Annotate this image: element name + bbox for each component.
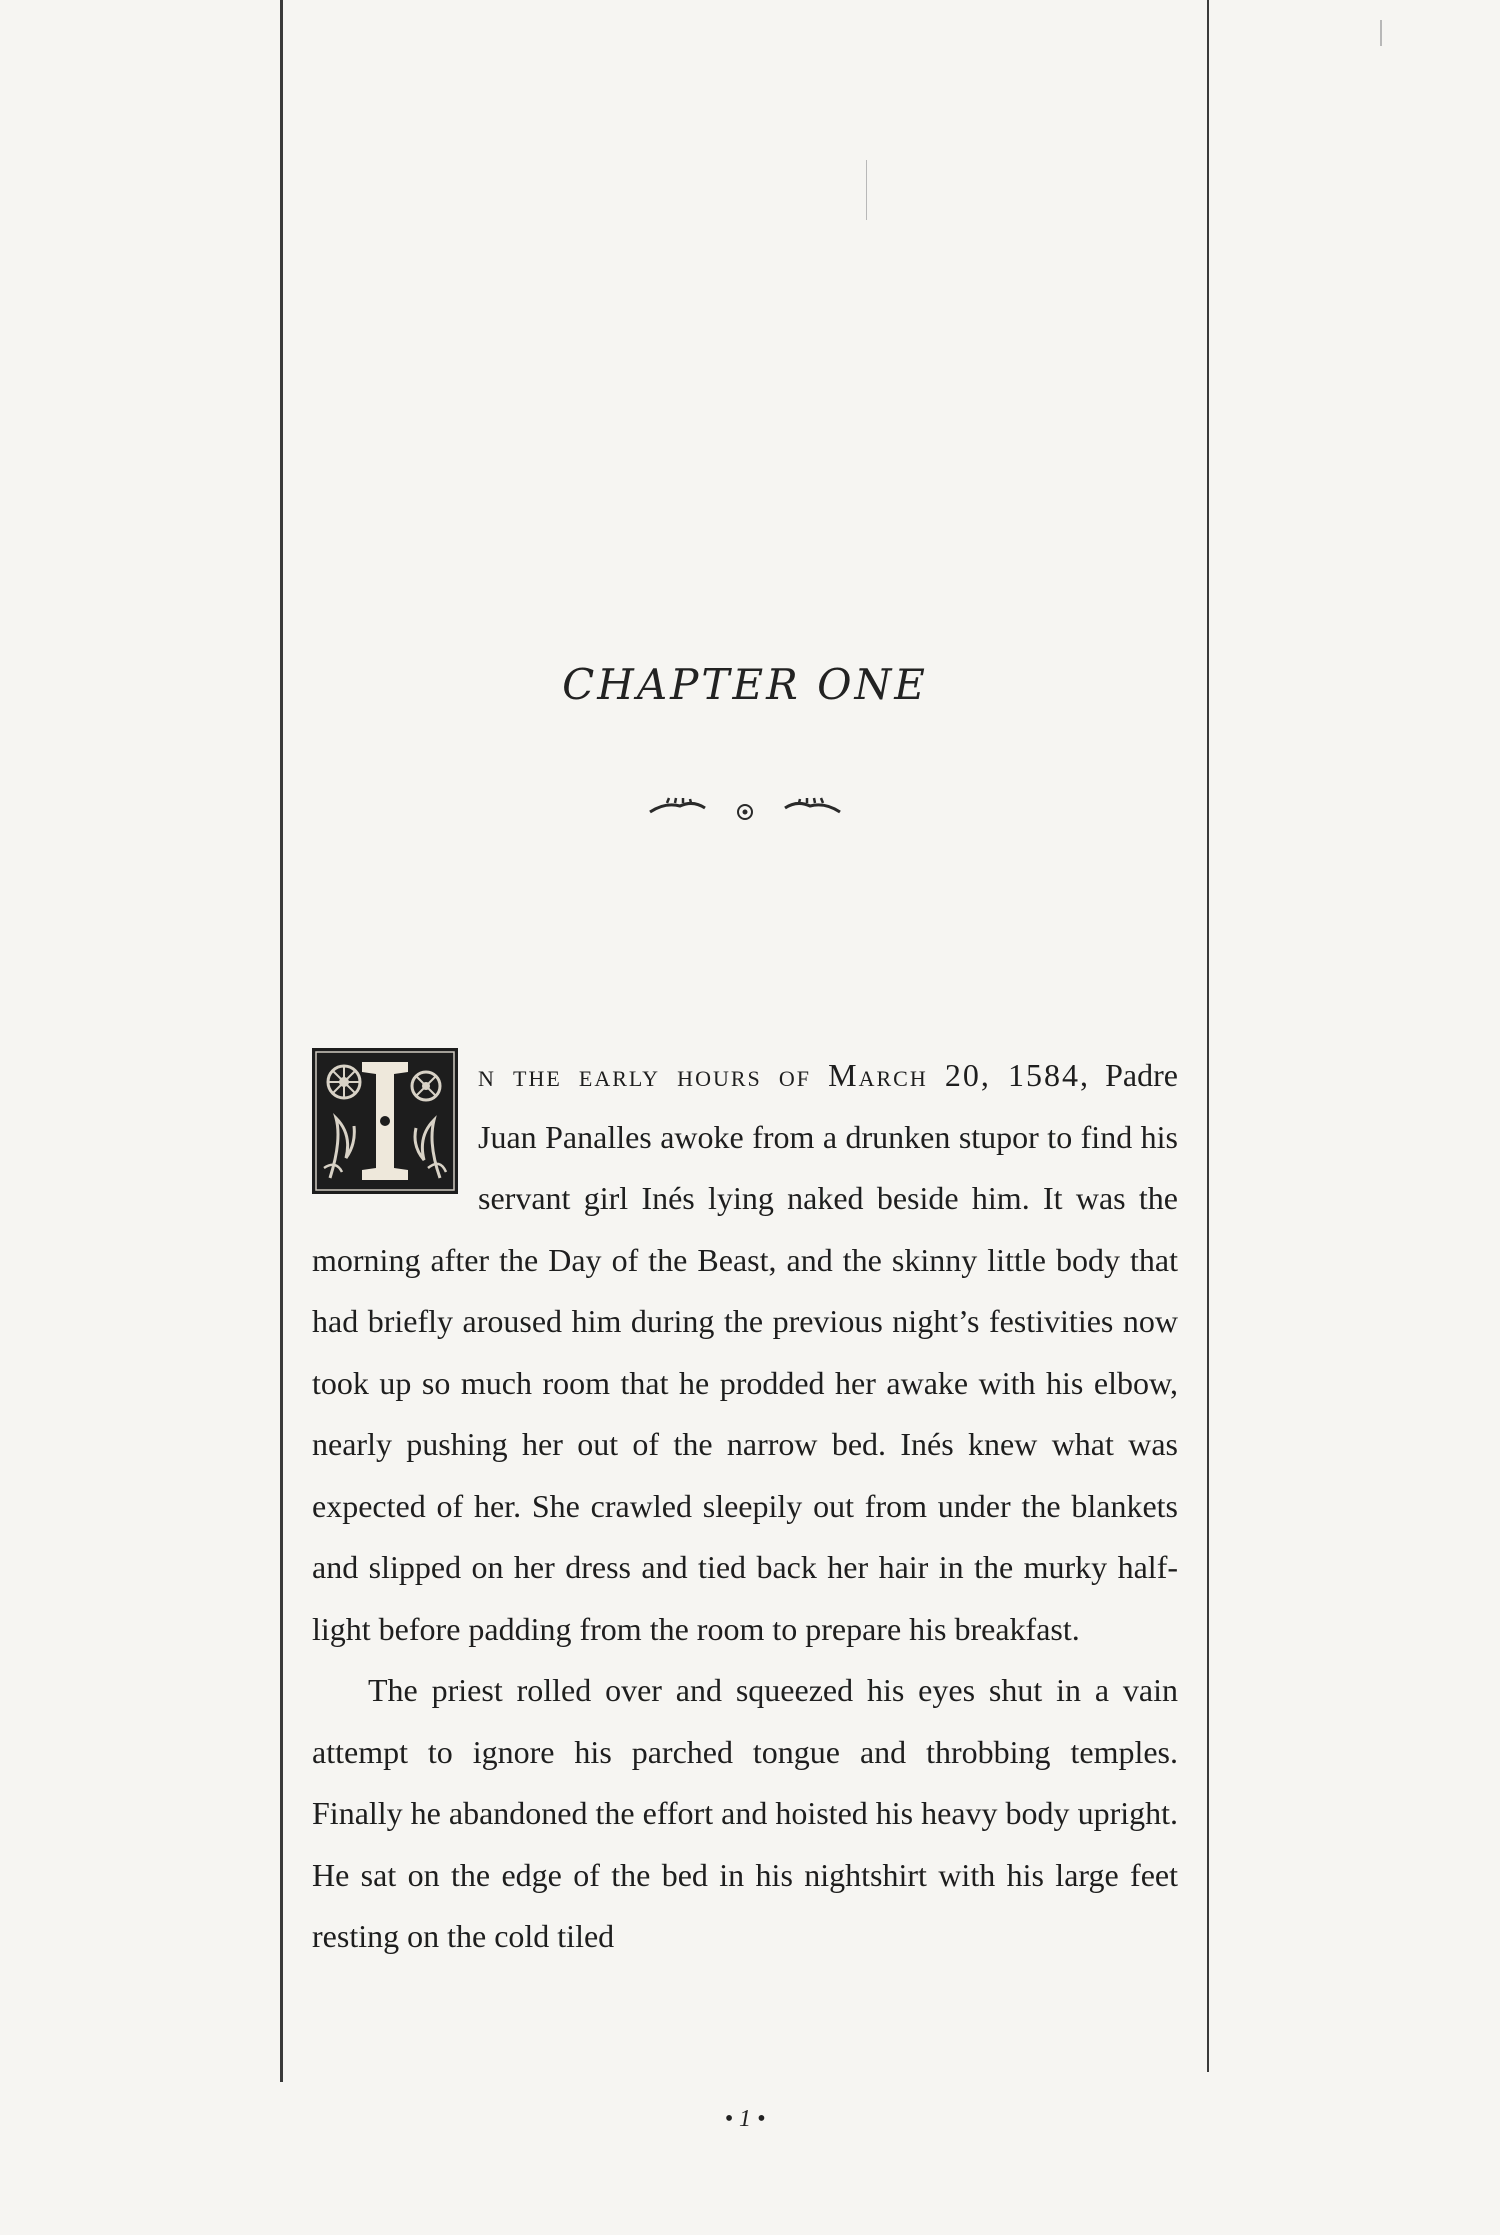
paragraph-second: The priest rolled over and squeezed his eyes shut in a vain attempt to ignore his parched tongue and throbbing temples. Finally he abandoned the effort and hoisted his heavy body upright. He sat on the edge of the bed in his nightshirt with his large feet resting on the cold tiled — [312, 1672, 1178, 1954]
dropcap-ornament — [312, 1048, 458, 1194]
chapter-title: CHAPTER ONE — [562, 660, 928, 709]
paragraph-opening — [312, 1045, 1178, 1660]
scan-speck — [1380, 20, 1382, 46]
chapter-body — [312, 1045, 1178, 1968]
scan-speck — [866, 160, 867, 220]
page-left-rule — [280, 0, 283, 2082]
opening-paragraph-text: Padre Juan Panalles awoke from a drunken stupor to find his servant girl Inés lying naked beside him. It was the morning after the Day of the Beast, and the skinny little body that had briefly aroused him during the previous night’s festivities now took up so much room that he prodded her awake with his elbow, nearly pushing her out of the narrow bed. Inés knew what was expected of her. She crawled sleepily out from under the blankets and slipped on her dress and tied back her hair in the murky half-light before padding from the room to prepare his breakfast. — [312, 1057, 1178, 1647]
chapter-ornament — [645, 790, 845, 822]
page-right-rule — [1207, 0, 1209, 2072]
page-number: • 1 • — [724, 2106, 766, 2132]
dropcap-letter — [312, 1048, 458, 1194]
opening-small-caps: n the early hours of March 20, 1584, — [478, 1057, 1090, 1093]
